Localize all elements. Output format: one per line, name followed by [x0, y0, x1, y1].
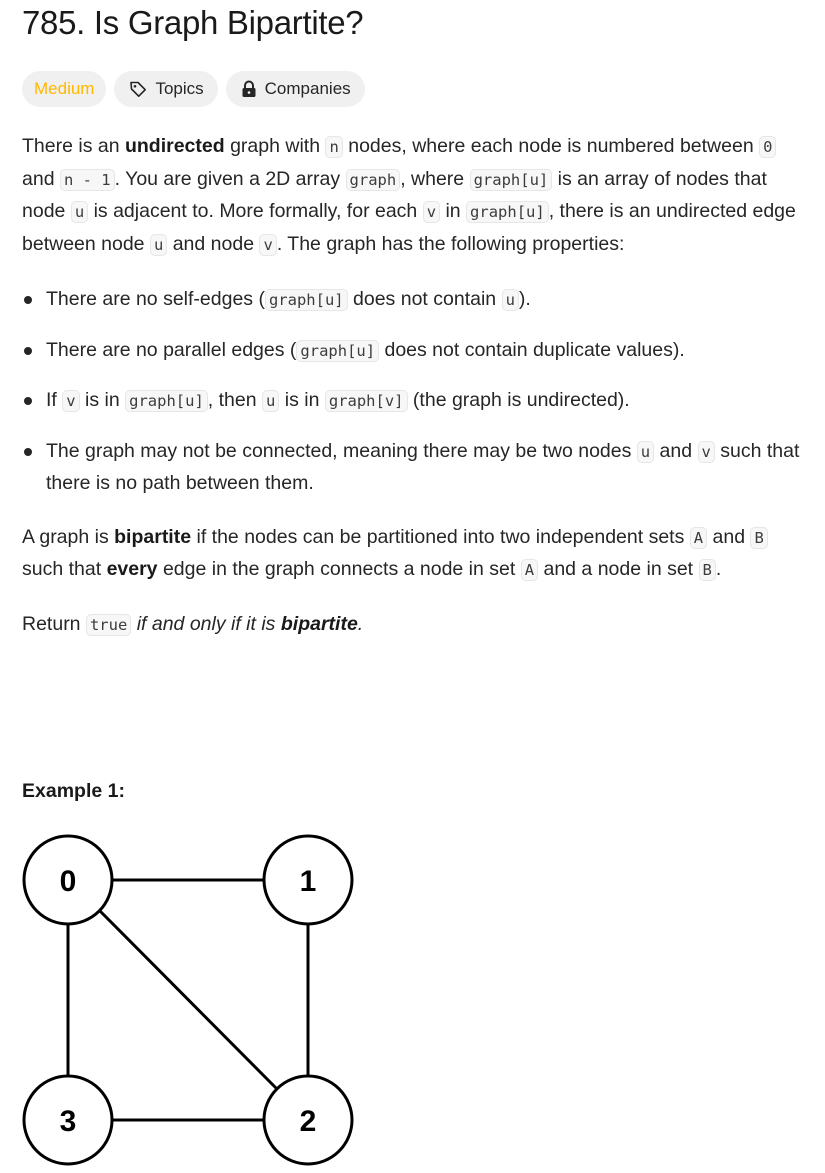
- return-statement: Return true if and only if it is bipartite.: [22, 612, 364, 635]
- bipartite-definition: A graph is bipartite if the nodes can be partitioned into two independent sets A and B such that every edge in the graph connects a node in set A and a node in set B .: [22, 522, 812, 587]
- graph-edge-0-2: [100, 911, 276, 1088]
- example-title: Example 1:: [22, 780, 125, 802]
- problem-description: [22, 131, 812, 641]
- topics-label: Topics: [155, 79, 204, 98]
- difficulty-badge[interactable]: [22, 71, 106, 107]
- lock-icon: [240, 79, 258, 99]
- description-paragraph: There is an undirected graph with n nodes, where each node is numbered between 0 and n - 1 . You are given a 2D array graph , where graph[u] is an array of nodes that node u is adjacent to. More formally, for each v in graph[u] , there is an undirected edge between node u and node v . The graph has the following properties:: [22, 135, 796, 255]
- companies-label: Companies: [264, 79, 351, 98]
- list-item: There are no parallel edges ( graph[u] does not contain duplicate values).: [46, 335, 812, 368]
- graph-node-label-0: 0: [59, 865, 77, 898]
- graph-node-label-1: 1: [299, 865, 317, 898]
- properties-list: [22, 284, 812, 500]
- tag-row: [22, 71, 365, 107]
- topics-button[interactable]: [114, 71, 217, 107]
- graph-node-label-2: 2: [299, 1105, 317, 1138]
- list-item: The graph may not be connected, meaning there may be two nodes u and v such that there is no path between them.: [46, 436, 812, 500]
- difficulty-label: Medium: [34, 79, 95, 98]
- list-item: If v is in graph[u] , then u is in graph[v] (the graph is undirected).: [46, 385, 812, 418]
- example-graph: [20, 830, 365, 1173]
- graph-node-label-3: 3: [59, 1105, 77, 1138]
- companies-button[interactable]: [226, 71, 365, 107]
- list-item: There are no self-edges ( graph[u] does not contain u ).: [46, 284, 812, 317]
- page-title: 785. Is Graph Bipartite?: [22, 4, 364, 41]
- tag-icon: [128, 79, 148, 99]
